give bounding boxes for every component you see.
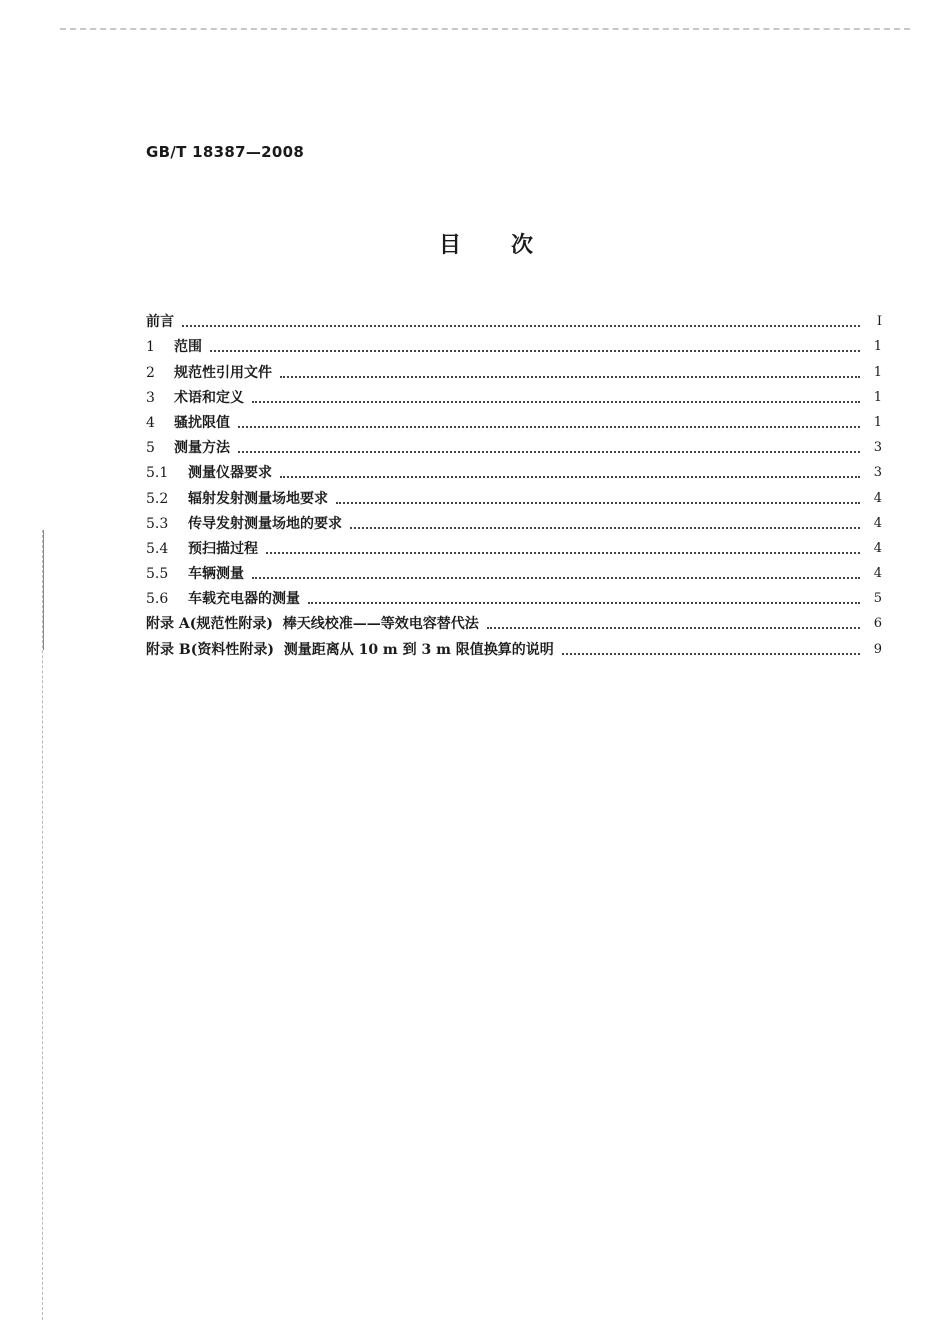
toc-leader-dots (336, 502, 860, 504)
toc-entry-page: 3 (873, 440, 882, 456)
toc-leader-dots (280, 376, 860, 378)
toc-title: 目次 (438, 233, 583, 258)
toc-entry-number: 1 (146, 339, 155, 356)
toc-entry-foreword[interactable] (146, 306, 882, 331)
toc-entry-page: 1 (873, 389, 882, 405)
toc-entry-label: 车载充电器的测量 (188, 591, 300, 608)
toc-leader-dots (487, 627, 860, 629)
scan-artifact-left-line (43, 530, 44, 650)
toc-entry-page: I (876, 314, 882, 330)
toc-entry-label: 车辆测量 (188, 566, 244, 583)
toc-entry-label: 附录 B(资料性附录) 测量距离从 10 m 到 3 m 限值换算的说明 (146, 641, 554, 658)
toc-leader-dots (308, 602, 860, 604)
toc-entry-page: 1 (873, 414, 882, 430)
toc-leader-dots (562, 653, 860, 655)
toc-entry-3[interactable] (146, 382, 882, 407)
toc-entry-label: 范围 (174, 339, 202, 356)
toc-entry-5[interactable] (146, 432, 882, 457)
toc-entry-label: 前言 (146, 314, 174, 331)
toc-entry-number: 3 (146, 389, 155, 406)
toc-leader-dots (266, 552, 860, 554)
toc-entry-number: 5.3 (146, 515, 169, 532)
toc-leader-dots (252, 401, 860, 403)
toc-entry-number: 5 (146, 440, 155, 457)
toc-entry-5-2[interactable] (146, 482, 882, 507)
toc-entry-label: 辐射发射测量场地要求 (188, 490, 328, 507)
toc-entry-label: 骚扰限值 (174, 414, 230, 431)
toc-entry-page: 5 (873, 591, 882, 607)
toc-entry-number: 5.6 (146, 591, 169, 608)
toc-entry-5-3[interactable] (146, 508, 882, 533)
toc-entry-label: 术语和定义 (174, 389, 244, 406)
toc-entry-page: 3 (873, 465, 882, 481)
toc-entry-5-1[interactable] (146, 457, 882, 482)
document-code: GB/T 18387—2008 (146, 143, 305, 161)
scan-artifact-top (60, 28, 910, 30)
toc-entry-number: 5.1 (146, 465, 169, 482)
toc-entry-page: 9 (873, 641, 882, 657)
toc-entry-5-5[interactable] (146, 558, 882, 583)
toc-entry-label: 预扫描过程 (188, 540, 258, 557)
toc-entry-2[interactable] (146, 356, 882, 381)
toc-entry-label: 测量仪器要求 (188, 465, 272, 482)
toc-entry-page: 1 (873, 339, 882, 355)
toc-leader-dots (238, 426, 860, 428)
toc-entry-label: 传导发射测量场地的要求 (188, 515, 342, 532)
toc-entry-5-4[interactable] (146, 533, 882, 558)
toc-entry-annex-b[interactable] (146, 633, 882, 658)
toc-entry-page: 4 (873, 515, 882, 531)
toc-leader-dots (182, 325, 860, 327)
toc-entry-page: 4 (873, 490, 882, 506)
toc-entry-5-6[interactable] (146, 583, 882, 608)
toc-entry-1[interactable] (146, 331, 882, 356)
toc-entry-number: 5.2 (146, 490, 169, 507)
toc-entry-4[interactable] (146, 407, 882, 432)
toc-entry-page: 4 (873, 566, 882, 582)
toc-entry-number: 2 (146, 364, 155, 381)
toc-leader-dots (252, 577, 860, 579)
toc-entry-page: 6 (873, 616, 882, 632)
toc-leader-dots (210, 350, 860, 352)
toc-entry-number: 4 (146, 414, 155, 431)
toc-entry-label: 规范性引用文件 (174, 364, 272, 381)
toc-entry-page: 1 (873, 364, 882, 380)
toc-leader-dots (238, 451, 860, 453)
toc-entry-label: 附录 A(规范性附录) 棒天线校准——等效电容替代法 (146, 616, 479, 633)
toc-leader-dots (280, 476, 860, 478)
toc-entry-annex-a[interactable] (146, 608, 882, 633)
toc-entry-number: 5.5 (146, 566, 169, 583)
toc-entry-number: 5.4 (146, 540, 169, 557)
toc-entry-page: 4 (873, 540, 882, 556)
table-of-contents (146, 306, 882, 659)
toc-entry-label: 测量方法 (174, 440, 230, 457)
toc-leader-dots (350, 527, 860, 529)
